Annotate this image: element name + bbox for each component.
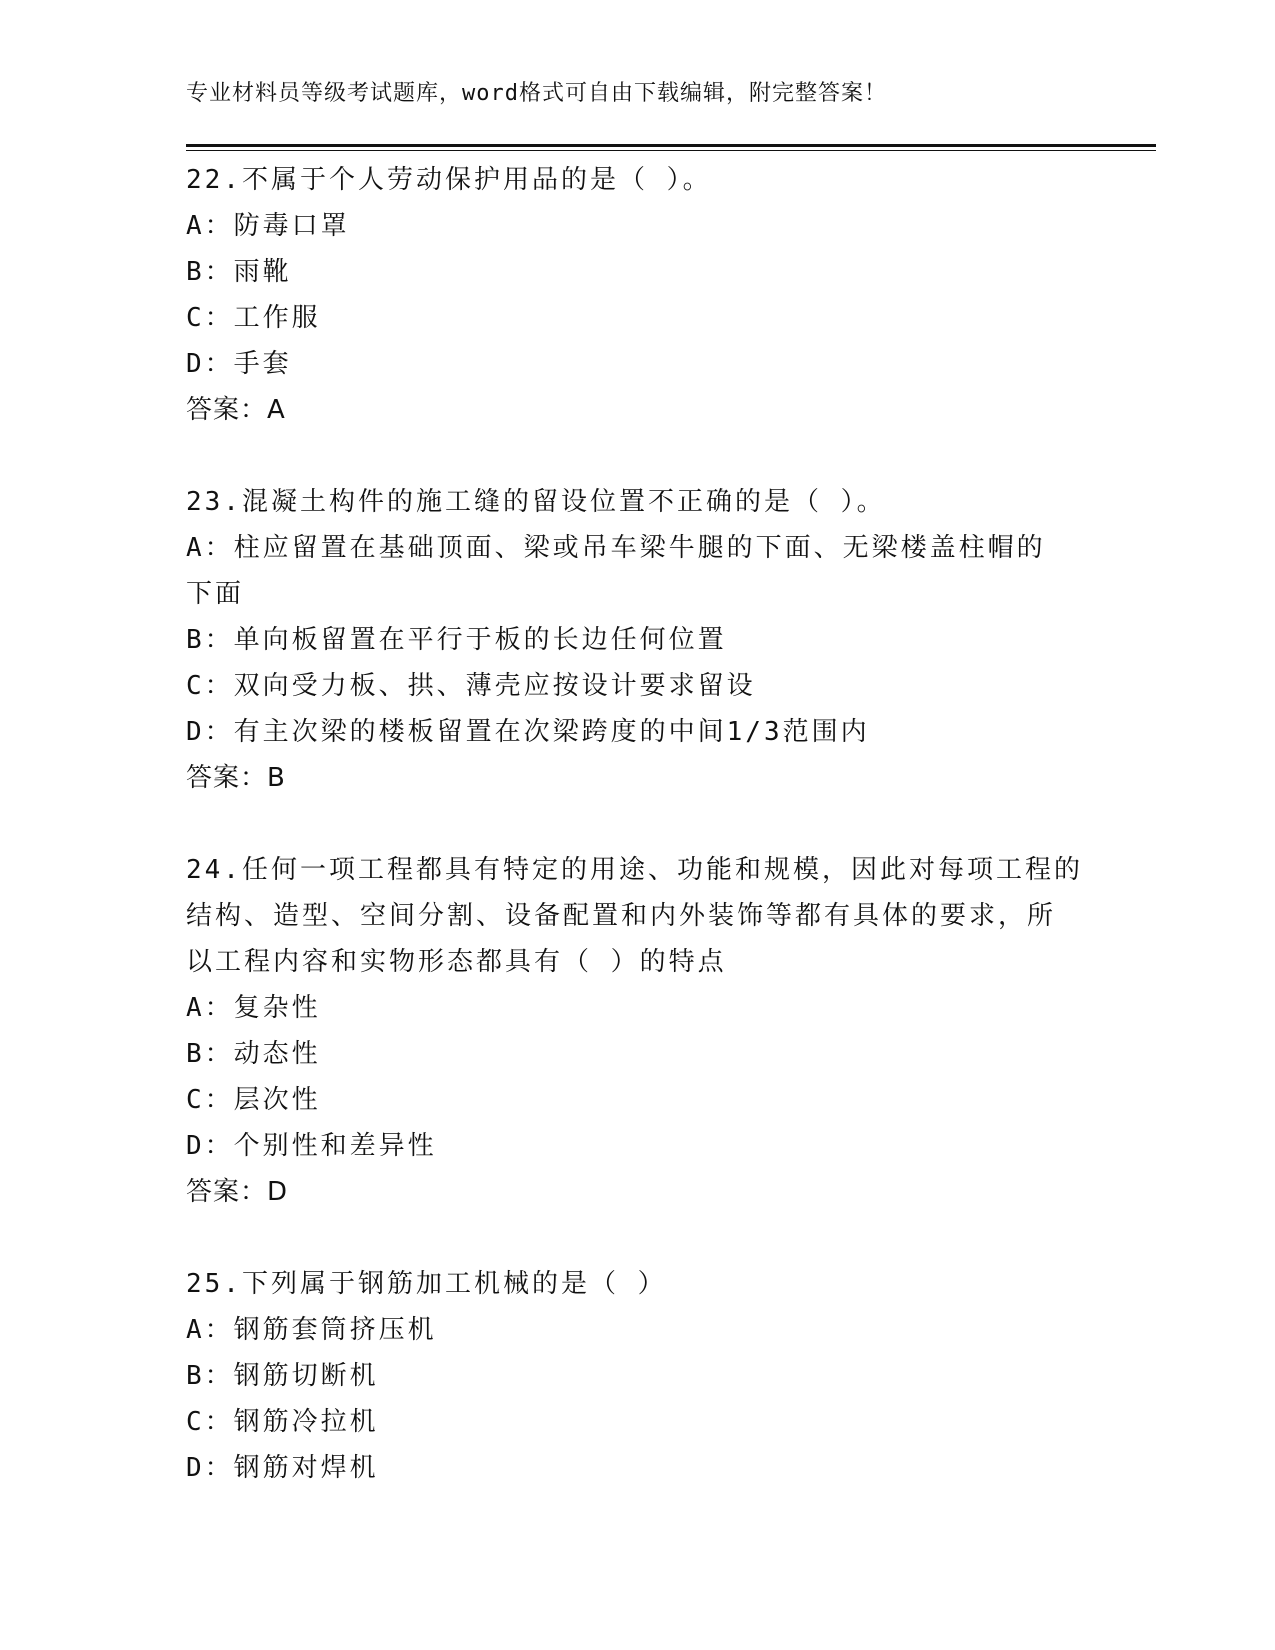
option-a: A：防毒口罩 (186, 211, 350, 241)
option-d: D：有主次梁的楼板留置在次梁跨度的中间1/3范围内 (186, 717, 870, 747)
option-b: B：钢筋切断机 (186, 1361, 379, 1391)
question-list (186, 157, 1086, 1537)
option-d: D：手套 (186, 349, 292, 379)
option-d: D：钢筋对焊机 (186, 1453, 379, 1483)
answer-line: 答案：A (186, 395, 286, 425)
option-c: C：双向受力板、拱、薄壳应按设计要求留设 (186, 671, 756, 701)
header-divider-thin (186, 150, 1156, 151)
question-stem: 25.下列属于钢筋加工机械的是（ ） (186, 1269, 667, 1299)
option-d: D：个别性和差异性 (186, 1131, 437, 1161)
question-stem-line-2: 结构、造型、空间分割、设备配置和内外装饰等都有具体的要求，所 (186, 901, 1057, 931)
question-22 (186, 157, 1086, 433)
question-23 (186, 479, 1086, 801)
option-b: B：雨靴 (186, 257, 292, 287)
question-stem-line-1: 24.任何一项工程都具有特定的用途、功能和规模，因此对每项工程的 (186, 855, 1083, 885)
answer-line: 答案：B (186, 763, 286, 793)
answer-line: 答案：D (186, 1177, 289, 1207)
header-divider-thick (186, 144, 1156, 147)
option-a: A：复杂性 (186, 993, 321, 1023)
page-header: 专业材料员等级考试题库，word格式可自由下载编辑，附完整答案！ (186, 81, 887, 106)
option-a: A：钢筋套筒挤压机 (186, 1315, 437, 1345)
option-c: C：工作服 (186, 303, 321, 333)
option-b: B：动态性 (186, 1039, 321, 1069)
option-c: C：钢筋冷拉机 (186, 1407, 379, 1437)
option-b: B：单向板留置在平行于板的长边任何位置 (186, 625, 727, 655)
option-c: C：层次性 (186, 1085, 321, 1115)
question-stem-line-3: 以工程内容和实物形态都具有（ ）的特点 (186, 947, 727, 977)
option-a: A：柱应留置在基础顶面、梁或吊车梁牛腿的下面、无梁楼盖柱帽的下面 (186, 533, 1046, 609)
question-stem: 23.混凝土构件的施工缝的留设位置不正确的是（ ）。 (186, 487, 886, 517)
question-24 (186, 847, 1086, 1215)
question-25 (186, 1261, 1086, 1491)
question-stem: 22.不属于个人劳动保护用品的是（ ）。 (186, 165, 712, 195)
